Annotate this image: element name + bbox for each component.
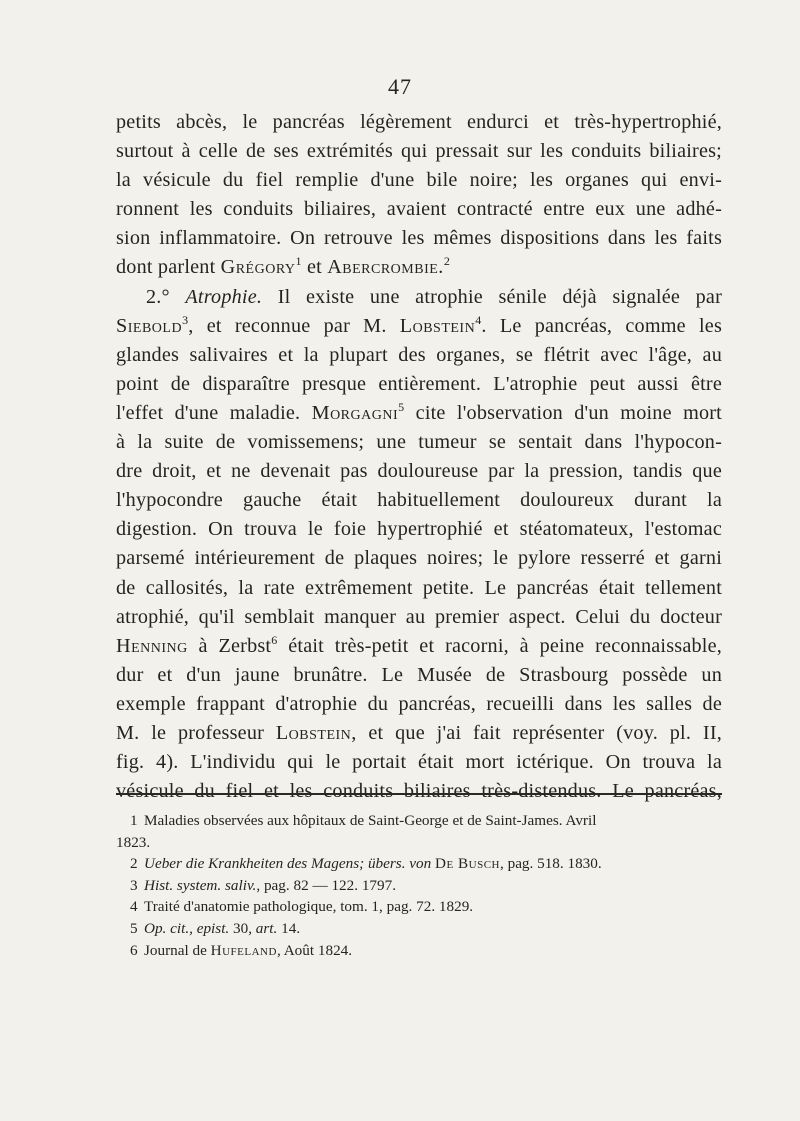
footnote-6-number: 6 (130, 941, 138, 959)
line-8-rest: . Le pancréas, comme les (481, 314, 722, 337)
footnote-5-number: 5 (130, 919, 138, 937)
footnote-2 (130, 853, 722, 875)
footnote-4-number: 4 (130, 898, 138, 916)
footnote-2-title: Ueber die Krankheiten des Magens; übers. von (144, 855, 432, 873)
main-text (116, 108, 722, 806)
footnote-ref-4: 4 (475, 312, 482, 327)
footnote-2-author: De Busch (435, 855, 500, 873)
text-line-10: point de disparaître presque entièrement. L'atrophie peut aussi être (116, 372, 722, 395)
line-22-pre: M. le professeur (116, 721, 276, 744)
author-gregory: Grégory (220, 256, 296, 279)
page-number: 47 (388, 74, 412, 99)
footnote-5-mid: 30, (229, 919, 256, 937)
text-line-9: glandes salivaires et la plupart des organes, se flétrit avec l'âge, au (116, 343, 722, 366)
line-6-pre: dont parlent (116, 256, 221, 279)
line-19-mid: à Zerbst (187, 634, 272, 657)
text-line-21: exemple frappant d'atrophie du pancréas, recueilli dans les salles de (116, 692, 722, 715)
text-line-20: dur et d'un jaune brunâtre. Le Musée de Strasbourg possède un (116, 663, 722, 686)
text-line-16: parsemé intérieurement de plaques noires; le pylore resserré et garni (116, 547, 722, 570)
footnote-ref-1: 1 (295, 254, 302, 269)
footnote-3-title: Hist. system. saliv. (144, 876, 257, 894)
text-line-11 (116, 399, 722, 428)
footnote-divider (116, 793, 722, 795)
footnote-ref-5: 5 (398, 399, 405, 414)
section-number: 2.° (146, 285, 186, 308)
text-line-1: petits abcès, le pancréas légèrement endurci et très-hypertrophié, (116, 111, 722, 133)
text-line-15: digestion. On trouva le foie hypertrophié et stéatomateux, l'estomac (116, 518, 722, 541)
author-abercrombie: Abercrombie. (327, 256, 444, 279)
footnote-6-rest: , Août 1824. (276, 941, 353, 959)
footnote-3-number: 3 (130, 876, 138, 894)
line-22-rest: , et que j'ai fait représenter (voy. pl. II, (351, 721, 722, 744)
text-line-3: la vésicule du fiel remplie d'une bile noire; les organes qui envi- (116, 169, 722, 192)
line-11-rest: cite l'observation d'un moine mort (404, 401, 722, 424)
footnote-4-text: Traité d'anatomie pathologique, tom. 1, pag. 72. 1829. (144, 898, 474, 916)
text-line-23: fig. 4). L'individu qui le portait était mort ictérique. On trouva la (116, 751, 722, 774)
footnote-5-title: Op. cit., epist. (144, 919, 230, 937)
footnote-2-number: 2 (130, 855, 138, 873)
footnote-ref-6: 6 (271, 632, 278, 647)
footnote-6 (130, 940, 722, 962)
line-19-rest: était très-petit et racorni, à peine reconnaissable, (277, 634, 722, 657)
text-line-7 (116, 283, 722, 312)
author-morgagni: Morgagni (311, 401, 399, 424)
line-7-rest: Il existe une atrophie sénile déjà signalée par (262, 285, 723, 308)
text-line-5: sion inflammatoire. On retrouve les mêmes dispositions dans les faits (116, 227, 722, 250)
author-lobstein: Lobstein (399, 314, 476, 337)
text-line-24: vésicule du fiel et les conduits biliaires très-distendus. Le pancréas, (116, 780, 722, 803)
footnote-5-art: art. (255, 919, 278, 937)
line-6-mid: et (301, 256, 328, 279)
footnotes (116, 810, 722, 961)
text-line-4: ronnent les conduits biliaires, avaient contracté entre eux une adhé- (116, 198, 722, 221)
text-line-18: atrophié, qu'il semblait manquer au premier aspect. Celui du docteur (116, 605, 722, 628)
footnote-ref-2: 2 (443, 254, 451, 269)
footnote-1-text: Maladies observées aux hôpitaux de Saint-George et de Saint-James. Avril (144, 812, 597, 829)
text-line-6 (116, 253, 722, 282)
footnote-1 (130, 810, 722, 832)
footnote-3 (130, 875, 722, 897)
text-line-12: à la suite de vomissemens; une tumeur se sentait dans l'hypocon- (116, 431, 722, 454)
footnote-6-author: Hufeland (210, 941, 277, 959)
text-line-19 (116, 632, 722, 661)
footnote-6-pre: Journal de (144, 941, 211, 959)
footnote-1-number: 1 (130, 812, 138, 829)
author-henning: Henning (116, 634, 188, 657)
footnote-2-rest: , pag. 518. 1830. (500, 855, 602, 873)
text-line-17: de callosités, la rate extrêmement petite. Le pancréas était tellement (116, 576, 722, 599)
line-11-pre: l'effet d'une maladie. (116, 401, 312, 424)
author-lobstein-2: Lobstein (275, 721, 352, 744)
text-line-13: dre droit, et ne devenait pas douloureuse par la pression, tandis que (116, 460, 722, 483)
text-line-22 (116, 719, 722, 748)
footnote-ref-3: 3 (182, 312, 189, 327)
text-line-14: l'hypocondre gauche était habituellement douloureux durant la (116, 489, 722, 512)
text-line-8 (116, 312, 722, 341)
footnote-5-rest: 14. (277, 919, 301, 937)
footnote-3-rest: , pag. 82 — 122. 1797. (256, 876, 396, 894)
footnote-1-continued: 1823. (116, 833, 151, 851)
footnote-4 (130, 896, 722, 918)
line-8-mid: , et reconnue par M. (188, 314, 400, 337)
section-title-atrophie: Atrophie. (185, 285, 263, 308)
footnote-5 (130, 918, 722, 940)
author-siebold: Siebold (116, 314, 183, 337)
text-line-2: surtout à celle de ses extrémités qui pressait sur les conduits biliaires; (116, 140, 722, 163)
